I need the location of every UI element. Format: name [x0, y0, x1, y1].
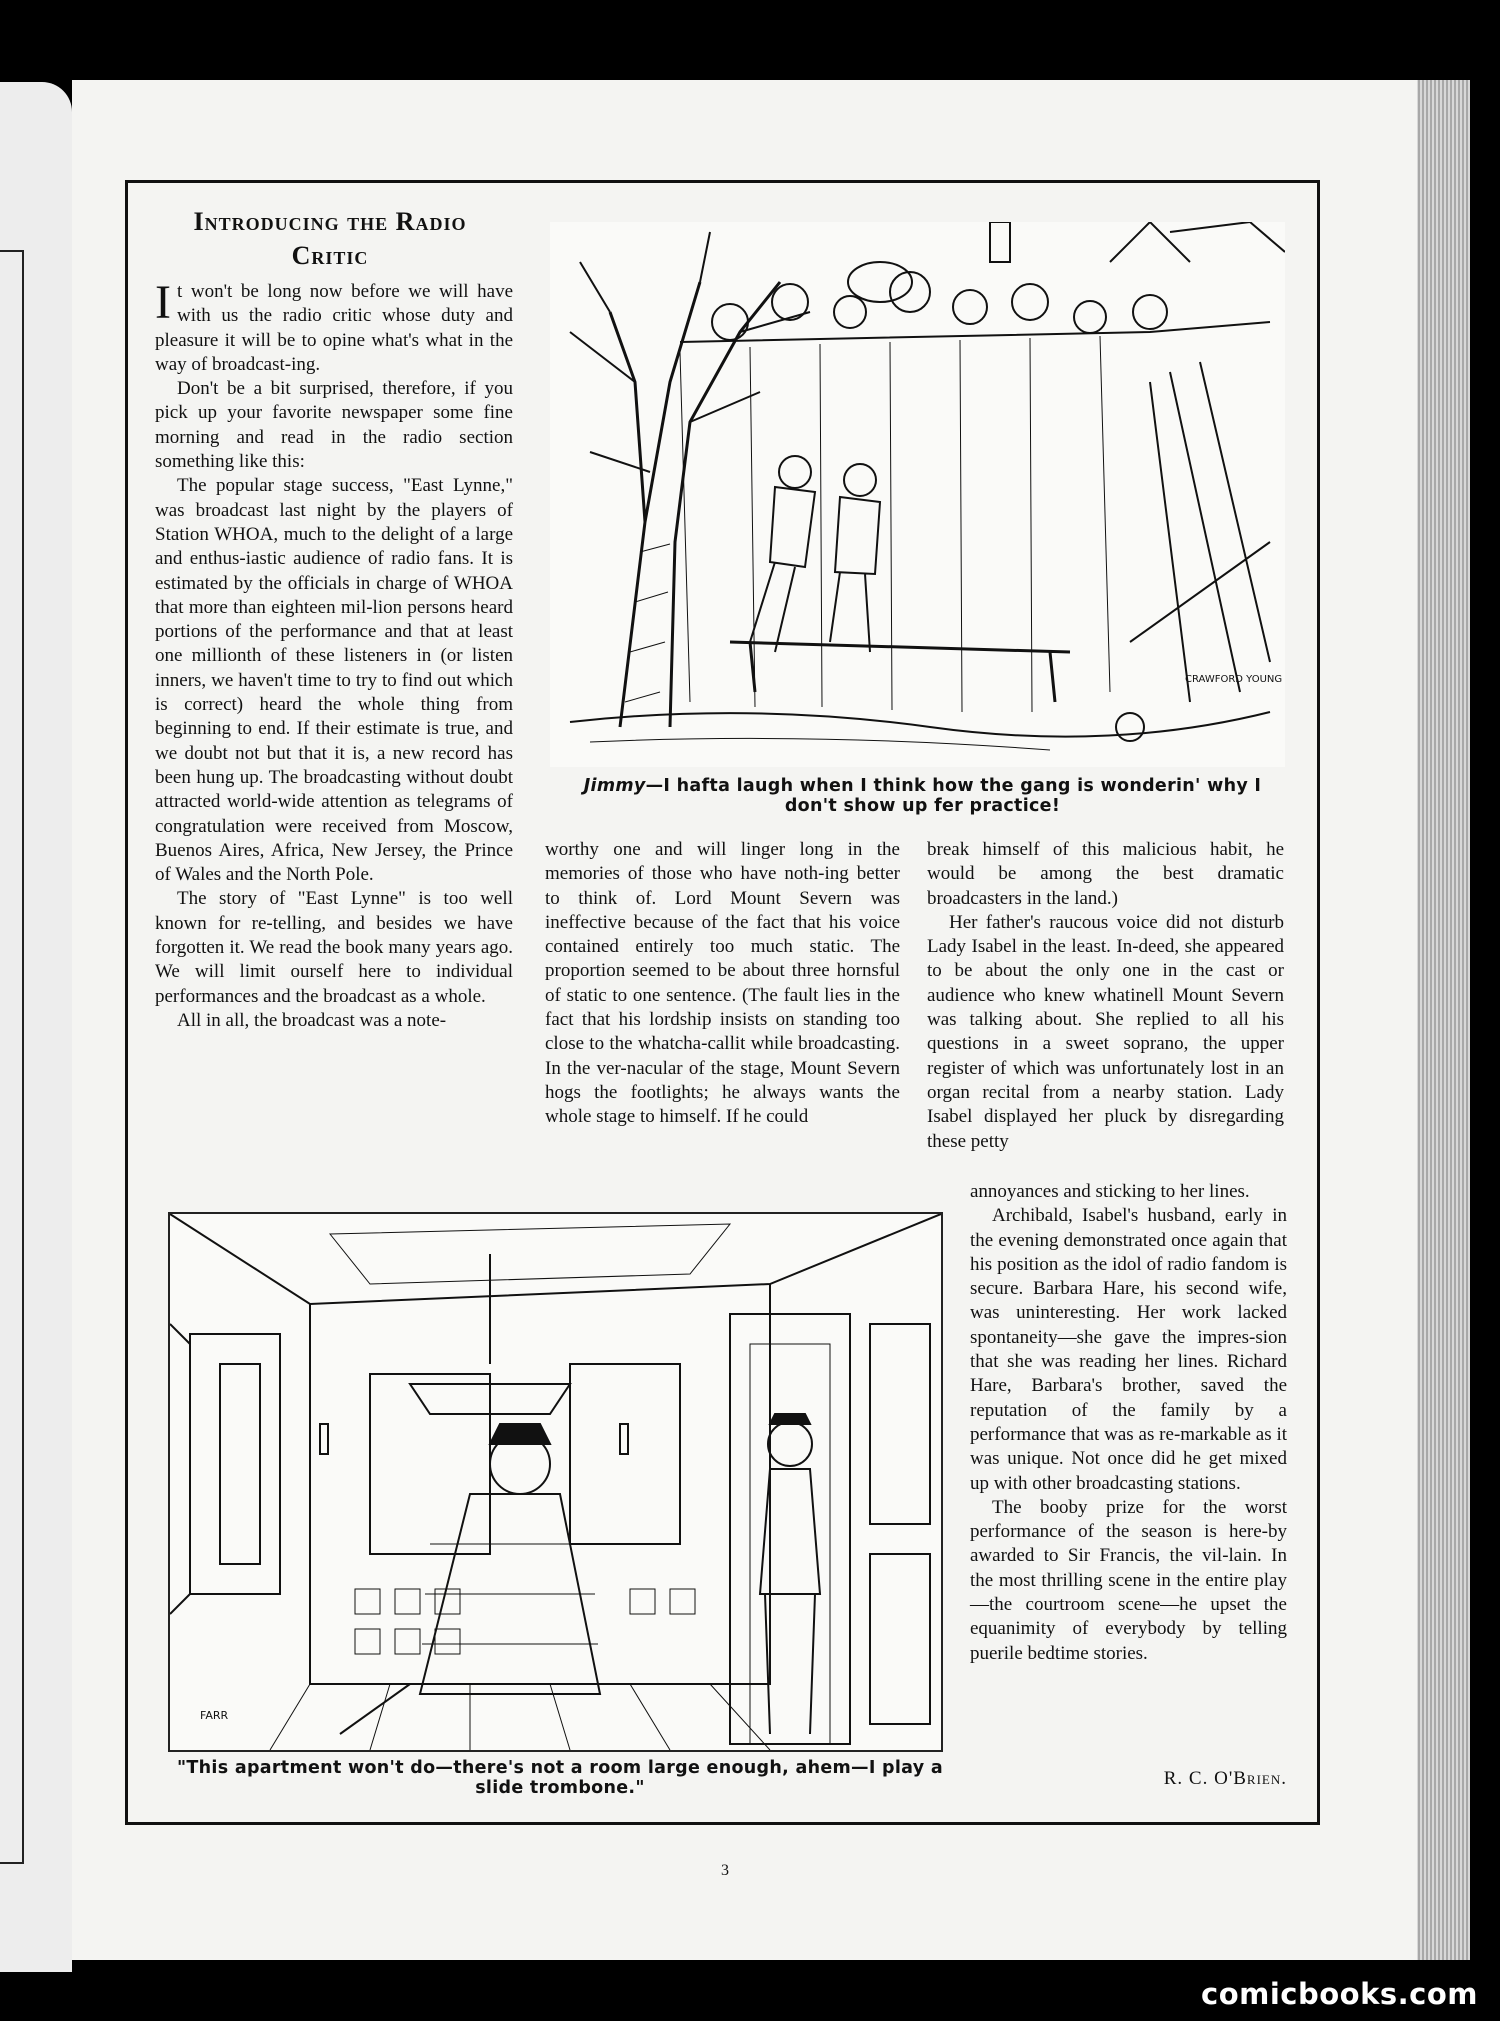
- paragraph-4: The story of "East Lynne" is too well known for re-telling, and besides we have forgotten it. We read the book many years ago. We will limit ourself here to individual performances and the broadcast as a whole.: [155, 888, 513, 1007]
- cartoon-kids-drawing: [550, 222, 1285, 767]
- article-column-3-top: [927, 838, 1284, 1154]
- paragraph-1: It won't be long now before we will have with us the radio critic whose duty and pleasure it will be to opine what's what in the way of broadcast-ing.: [155, 276, 513, 375]
- paragraph-3: The popular stage success, "East Lynne," was broadcast last night by the players of Station WHOA, much to the delight of a large and enthus-iastic audience of radio fans. It is estimated by the officials in charge of WHOA that more than eighteen mil-lion persons heard portions of the performance and that at least one millionth of these listeners in (or listen inners, we haven't time to try to find out which is correct) heard the whole thing from beginning to end. If their estimate is true, and we doubt not but that it is, a new record has been hung up. The broadcasting without doubt attracted world-wide attention as telegrams of congratulation were received from Moscow, Buenos Aires, Africa, New Jersey, the Prince of Wales and the North Pole.: [155, 475, 513, 886]
- drop-cap: I: [155, 276, 171, 329]
- book-page-edges: [1412, 80, 1470, 1960]
- artist-signature-crawford-young: CRAWFORD YOUNG: [1185, 674, 1283, 685]
- cartoon-apartment-doorway: [168, 1212, 943, 1752]
- paragraph-6: Her father's raucous voice did not disturb Lady Isabel in the least. In-deed, she appeared to be about the only one in the cast or audience who knew whatinell Mount Severn was talking about. She replied to all his questions in a sweet soprano, the upper register of which was unfortunately lost in an organ recital from a nearby station. Lady Isabel displayed her pluck by disregarding these petty: [927, 911, 1284, 1152]
- left-facing-page-edge: [0, 82, 72, 1972]
- artist-signature-farr: FARR: [200, 1709, 229, 1722]
- article-column-1: [155, 276, 513, 1033]
- article-column-2: [545, 838, 900, 1130]
- title-line-1: Introducing the Radio: [193, 207, 467, 236]
- paragraph-5-end: break himself of this malicious habit, he would be among the best dramatic broadcasters in the land.): [927, 839, 1284, 909]
- paragraph-7: Archibald, Isabel's husband, early in the evening demonstrated once again that his position as the idol of radio fandom is secure. Barbara Hare, his second wife, was uninteresting. Her work lacked spontaneity—she gave the impres-sion that she was reading her lines. Richard Hare, Barbara's brother, saved the reputation of the family by a performance that was as re-markable as it was unique. Not once did he get mixed up with other broadcasting stations.: [970, 1205, 1287, 1494]
- left-page-border: [0, 250, 24, 1864]
- cartoon-kids-on-bench: [550, 222, 1285, 767]
- page-number: 3: [721, 1862, 729, 1879]
- title-line-2: Critic: [291, 241, 369, 270]
- paragraph-8: The booby prize for the worst performance of the season is here-by awarded to Sir Francis, the vil-lain. In the most thrilling scene in the entire play—the courtroom scene—he upset the equanimity of everybody by telling puerile bedtime stories.: [970, 1496, 1287, 1664]
- cartoon-apartment-drawing: [170, 1214, 941, 1750]
- paragraph-6-continued: annoyances and sticking to her lines.: [970, 1181, 1250, 1202]
- paragraph-5: All in all, the broadcast was a note-: [177, 1009, 447, 1031]
- top-cartoon-caption: [555, 776, 1290, 816]
- paragraph-2: Don't be a bit surprised, therefore, if you pick up your favorite newspaper some fine morning and read in the radio section something like this:: [155, 378, 513, 473]
- article-title: [150, 205, 510, 273]
- caption-text: —I hafta laugh when I think how the gang is wonderin' why I don't show up fer practice!: [645, 776, 1262, 816]
- bottom-cartoon-caption: "This apartment won't do—there's not a room large enough, ahem—I play a slide trombone.": [177, 1758, 943, 1798]
- article-column-3-bottom: [970, 1180, 1287, 1666]
- author-signature: R. C. O'Brien.: [1163, 1768, 1287, 1789]
- watermark: comicbooks.com: [1201, 1977, 1478, 2011]
- paragraph-5-continued: worthy one and will linger long in the memories of those who have noth-ing better to think of. Lord Mount Severn was ineffective because of the fact that his voice contained entirely too much static. The proportion seemed to be about three hornsful of static to one sentence. (The fault lies in the fact that his lordship insists on standing too close to the whatcha-callit while broadcasting. In the ver-nacular of the stage, Mount Severn hogs the footlights; he always wants the whole stage to himself. If he could: [545, 839, 900, 1128]
- caption-speaker: Jimmy: [583, 776, 646, 796]
